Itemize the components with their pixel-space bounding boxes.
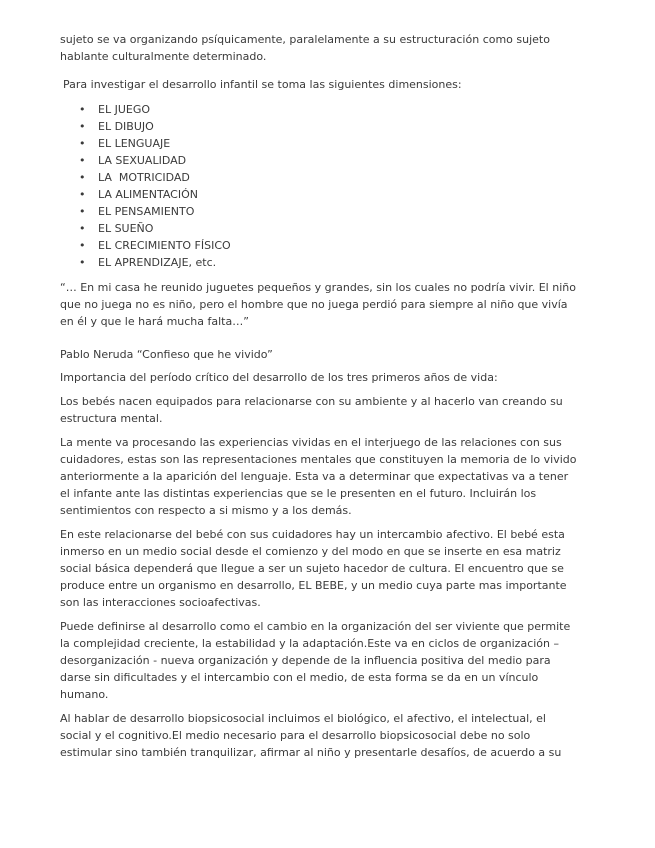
- bullet-icon: •: [79, 171, 86, 184]
- paragraph: Los bebés nacen equipados para relacionarse con su ambiente y al hacerlo van creando su estructura mental.: [60, 395, 563, 425]
- dimensions-list: [60, 101, 580, 271]
- bullet-icon: •: [79, 188, 86, 201]
- bullet-icon: •: [79, 154, 86, 167]
- paragraph: En este relacionarse del bebé con sus cuidadores hay un intercambio afectivo. El bebé esta inmerso en un medio social desde el comienzo y del modo en que se inserte en esa matriz social básica dependerá que llegue a ser un sujeto hacedor de cultura. El encuentro que se produce entre un organismo en desarrollo, EL BEBE, y un medio cuya parte mas importante son las interacciones socioafectivas.: [60, 528, 567, 609]
- list-item: • EL LENGUAJE: [79, 137, 171, 150]
- bullet-icon: •: [79, 222, 86, 235]
- list-item: • EL JUEGO: [79, 103, 151, 116]
- bullet-icon: •: [79, 137, 86, 150]
- paragraph: La mente va procesando las experiencias vividas en el interjuego de las relaciones con sus cuidadores, estas son las representaciones mentales que constituyen la memoria de lo vivido anteriormente a la aparición del lenguaje. Esta va a determinar que expectativas va a tener el infante ante las distintas experiencias que se le presenten en el futuro. Incluirán los sentimientos con respecto a si mismo y a los demás.: [60, 436, 577, 517]
- list-item: • EL APRENDIZAJE, etc.: [79, 256, 217, 269]
- bullet-icon: •: [79, 256, 86, 269]
- list-item: • EL PENSAMIENTO: [79, 205, 195, 218]
- paragraph: Puede definirse al desarrollo como el cambio en la organización del ser viviente que permite la complejidad creciente, la estabilidad y la adaptación.Este va en ciclos de organización – desorganización - nueva organización y depende de la influencia positiva del medio para darse sin dificultades y el intercambio con el medio, de esta forma se da en un vínculo humano.: [60, 620, 571, 701]
- importance-heading: Importancia del período crítico del desarrollo de los tres primeros años de vida:: [60, 371, 498, 384]
- bullet-icon: •: [79, 103, 86, 116]
- document-page: [60, 31, 580, 768]
- bullet-icon: •: [79, 205, 86, 218]
- list-item: • LA MOTRICIDAD: [79, 171, 190, 184]
- list-item: • LA SEXUALIDAD: [79, 154, 187, 167]
- list-item: • EL SUEÑO: [79, 222, 154, 235]
- dimensions-intro: Para investigar el desarrollo infantil se toma las siguientes dimensiones:: [63, 78, 462, 91]
- paragraph: Al hablar de desarrollo biopsicosocial incluimos el biológico, el afectivo, el intelectual, el social y el cognitivo.El medio necesario para el desarrollo biopsicosocial debe no solo estimular sino también tranquilizar, afirmar al niño y presentarle desafíos, de acuerdo a su: [60, 712, 562, 759]
- bullet-icon: •: [79, 239, 86, 252]
- list-item: • EL CRECIMIENTO FÍSICO: [79, 239, 231, 252]
- bullet-icon: •: [79, 120, 86, 133]
- neruda-quote: “… En mi casa he reunido juguetes pequeños y grandes, sin los cuales no podría vivir. El niño que no juega no es niño, pero el hombre que no juega perdió para siempre al niño que vivía en él y que le hará mucha falta…”: [60, 281, 576, 328]
- list-item: • LA ALIMENTACIÓN: [79, 188, 198, 201]
- quote-citation: Pablo Neruda “Confieso que he vivido”: [60, 348, 273, 361]
- intro-continuation: sujeto se va organizando psíquicamente, paralelamente a su estructuración como sujeto hablante culturalmente determinado.: [60, 33, 550, 63]
- list-item: • EL DIBUJO: [79, 120, 154, 133]
